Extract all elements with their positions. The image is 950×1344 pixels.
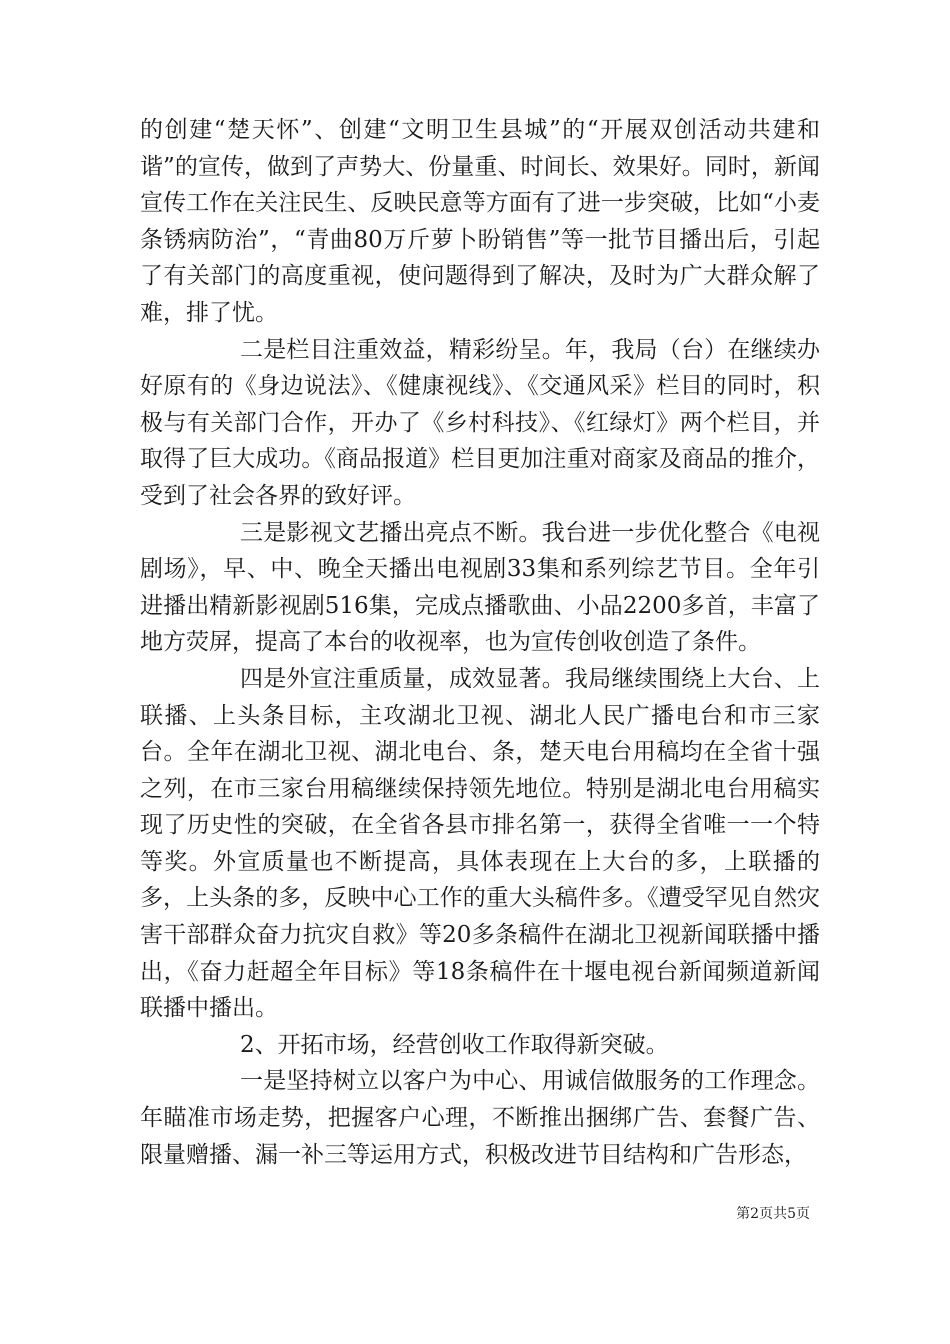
paragraph-3: 三是影视文艺播出亮点不断。我台进一步优化整合《电视剧场》，早、中、晚全天播出电视剧33集和系列综艺节目。全年引进播出精新影视剧516集，完成点播歌曲、小品2200多首，丰富了地方荧屏，提高了本台的收视率，也为宣传创收创造了条件。 <box>140 519 820 656</box>
paragraph-6: 一是坚持树立以客户为中心、用诚信做服务的工作理念。年瞄准市场走势，把握客户心理，不断推出捆绑广告、套餐广告、限量赠播、漏一补三等运用方式，积极改进节目结构和广告形态， <box>140 1068 820 1168</box>
paragraph-2: 二是栏目注重效益，精彩纷呈。年，我局（台）在继续办好原有的《身边说法》、《健康视线》、《交通风采》栏目的同时，积极与有关部门合作，开办了《乡村科技》、《红绿灯》两个栏目，并取得了巨大成功。《商品报道》栏目更加注重对商家及商品的推介，受到了社会各界的致好评。 <box>140 336 820 509</box>
page-number-footer: 第2页共5页 <box>736 1206 810 1222</box>
paragraph-5: 2、开拓市场，经营创收工作取得新突破。 <box>240 1031 669 1058</box>
document-body <box>140 112 820 1173</box>
paragraph-4: 四是外宣注重质量，成效显著。我局继续围绕上大台、上联播、上头条目标，主攻湖北卫视、湖北人民广播电台和市三家台。全年在湖北卫视、湖北电台、条，楚天电台用稿均在全省十强之列，在市三家台用稿继续保持领先地位。特别是湖北电台用稿实现了历史性的突破，在全省各县市排名第一，获得全省唯一一个特等奖。外宣质量也不断提高，具体表现在上大台的多，上联播的多，上头条的多，反映中心工作的重大头稿件多。《遭受罕见自然灾害干部群众奋力抗灾自救》等20多条稿件在湖北卫视新闻联播中播出，《奋力赶超全年目标》等18条稿件在十堰电视台新闻频道新闻联播中播出。 <box>140 665 820 1022</box>
paragraph-1: 的创建“楚天怀”、创建“文明卫生县城”的“开展双创活动共建和谐”的宣传，做到了声势大、份量重、时间长、效果好。同时，新闻宣传工作在关注民生、反映民意等方面有了进一步突破，比如“小麦条锈病防治”，“青曲80万斤萝卜盼销售”等一批节目播出后，引起了有关部门的高度重视，使问题得到了解决，及时为广大群众解了难，排了忧。 <box>140 117 820 326</box>
